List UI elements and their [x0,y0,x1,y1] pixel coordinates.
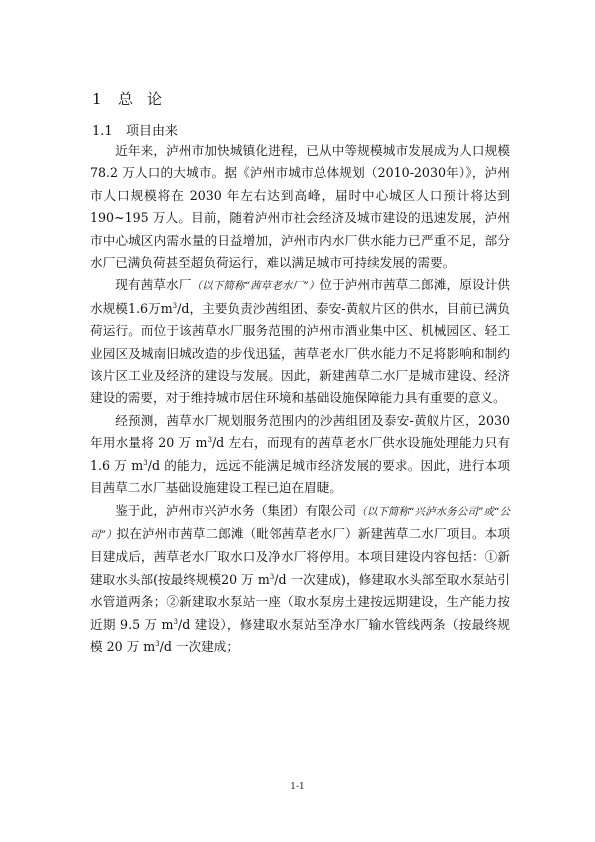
paragraph-2-text-c: /d，主要负责沙茜组团、泰安-黄舣片区的供水，目前已满负荷运行。而位于该茜草水厂服务范围的泸州市酒业集中区、机械园区、轻工业园区及城南旧城改造的步伐迅猛，茜草老水厂供水能力不足将影响和制约该片区工业及经济的建设与发展。因此，新建茜草二水厂是城市建设、经济建设的需要，对于维持城市居住环境和基础设施保障能力具有重要的意义。 [90,300,510,406]
superscript: 3 [269,572,275,581]
paragraph-3-text-a: 经预测，茜草水厂规划服务范围内的沙茜组团及泰安-黄舣片区，2030 年用水量将 20 万 m [90,412,510,451]
superscript: 3 [143,458,148,467]
paragraph-3-text-c: /d 的能力，远远不能满足城市经济发展的要求。因此，进行本项目茜草二水厂基础设施建设工程已迫在眉睫。 [90,457,510,496]
section-title: 项目由来 [126,124,179,139]
paragraph-1: 近年来，泸州市加快城镇化进程，已从中等规模城市发展成为人口规模 78.2 万人口的大城市。据《泸州市城市总体规划（2010-2030年）》，泸州市人口规模将在 2030 年左右达到高峰，届时中心城区人口预计将达到 190~195 万人。目前，随着泸州市社会经济及城市建设的迅速发展，泸州市中心城区内需水量的日益增加，泸州市内水厂供水能力已严重不足，部分水厂已满负荷甚至超负荷运行，难以满足城市可持续发展的需要。 [90,143,510,271]
section-number: 1.1 [92,124,113,139]
superscript: 3 [207,436,212,445]
paragraph-4-note: （以下简称“兴泸水务公司”或“公司”） [90,505,511,541]
superscript: 3 [173,617,178,626]
paragraph-4-text-c: /d 一次建成)，修建取水头部至取水泵站引水管道两条；②新建取水泵站一座（取水泵房土建按远期建设，生产能力按近期 9.5 万 m [90,571,510,632]
paragraph-2-text-b: 位于泸州市茜草二郎滩，原设计供水规模1.6万m [90,277,511,316]
paragraph-4-text-e: /d 一次建成； [159,638,239,654]
chapter-title: 总论 [118,90,177,108]
paragraph-4-text-a: 鉴于此，泸州市兴泸水务（集团）有限公司 [115,502,357,518]
paragraph-4-text-d: /d 建设），修建取水泵站至净水厂输水管线两条（按最终规模 20 万 m [90,616,511,654]
paragraph-2 [90,274,510,409]
paragraph-3 [90,410,510,500]
chapter-number: 1 [92,90,102,108]
superscript: 3 [172,301,178,310]
paragraph-2-text-a: 现有茜草水厂 [115,277,192,293]
paragraph-4 [90,500,510,659]
paragraph-4-text-b: 拟在泸州市茜草二郎滩（毗邻茜草老水厂）新建茜草二水厂项目。本项目建成后，茜草老水厂取水口及净水厂将停用。本项目建设内容包括：①新建取水头部(按最终规模20 万 m [90,525,511,587]
paragraph-2-note: （以下简称“茜草老水厂”） [191,280,320,293]
chapter-heading [92,88,176,109]
body-text [90,140,510,658]
paragraph-3-text-b: /d 左右，而现有的茜草老水厂供水设施处理能力只有 1.6 万 m [90,435,510,473]
superscript: 3 [155,639,160,648]
page-number: 1-1 [290,782,305,792]
section-heading [92,120,178,139]
